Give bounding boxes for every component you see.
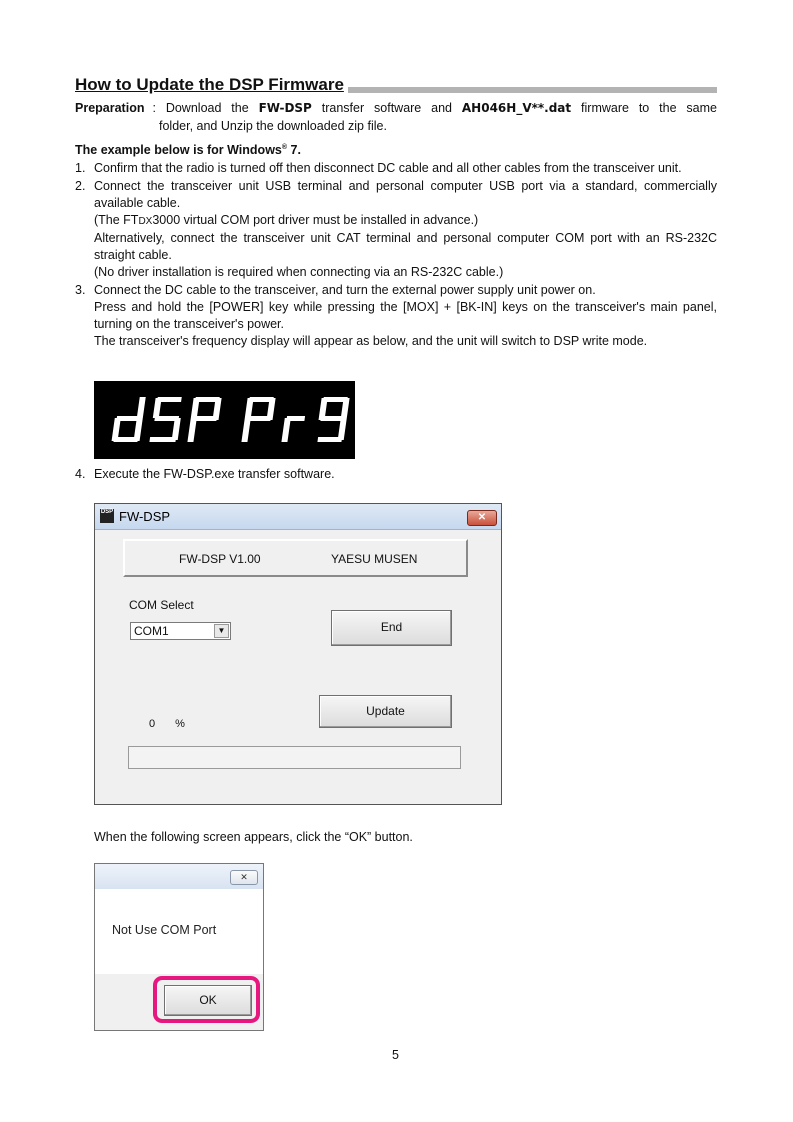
chevron-down-icon[interactable]: ▼ — [214, 624, 229, 638]
step-text — [94, 212, 717, 230]
step-number: 3. — [75, 283, 86, 297]
example-text: The example below is for Windows — [75, 143, 282, 157]
prep-text-b: transfer software and — [311, 101, 462, 115]
step-2 — [75, 178, 717, 281]
preparation-label: Preparation — [75, 101, 145, 115]
version-panel — [123, 539, 468, 577]
firmware-name: AH046H_V**.dat — [461, 101, 572, 115]
step-3 — [75, 282, 717, 350]
step-text: Confirm that the radio is turned off then disconnect DC cable and all other cables from the transceiver unit. — [94, 161, 682, 175]
end-button[interactable]: End — [331, 610, 452, 646]
prep-text-a: : Download the — [152, 101, 259, 115]
com-select-label: COM Select — [129, 598, 194, 612]
step-number: 4. — [75, 467, 86, 481]
example-suffix: 7. — [287, 143, 301, 157]
progress-readout — [149, 718, 185, 730]
model-suffix: 3000 virtual COM port driver must be installed in advance.) — [152, 213, 479, 227]
preparation-line-2: folder, and Unzip the downloaded zip file. — [159, 119, 387, 133]
message-box — [94, 863, 264, 1031]
close-icon[interactable]: ✕ — [467, 510, 497, 526]
version-label: FW-DSP V1.00 — [179, 552, 261, 566]
example-heading — [75, 143, 301, 157]
progress-bar — [128, 746, 461, 769]
preparation-line-1 — [144, 99, 717, 117]
model-dx: DX — [138, 216, 153, 227]
app-icon: DSP — [100, 509, 114, 523]
page-number: 5 — [392, 1048, 399, 1062]
step-text: Connect the transceiver unit USB terminal and personal computer USB port via a standard, commercially available cable. — [94, 179, 717, 210]
step-text: The transceiver's frequency display will appear as below, and the unit will switch to DSP write mode. — [94, 334, 648, 348]
step-text: Alternatively, connect the transceiver unit CAT terminal and personal computer COM port with an RS-232C straight cable. — [94, 231, 717, 262]
vendor-label: YAESU MUSEN — [331, 552, 418, 566]
message-body — [95, 889, 263, 974]
window-titlebar[interactable] — [95, 504, 501, 530]
fwdsp-window — [94, 503, 502, 805]
prep-text-c: firmware to the same — [571, 101, 717, 115]
step-text: (No driver installation is required when connecting via an RS-232C cable.) — [94, 265, 504, 279]
progress-unit: % — [175, 718, 185, 730]
instruction-note: When the following screen appears, click the “OK” button. — [94, 830, 413, 844]
frequency-display — [94, 381, 355, 459]
message-text: Not Use COM Port — [112, 923, 217, 937]
step-text: Execute the FW-DSP.exe transfer software. — [94, 467, 335, 481]
step-number: 1. — [75, 161, 86, 175]
close-icon[interactable]: ✕ — [230, 870, 258, 885]
step-1 — [75, 160, 717, 177]
display-segments — [94, 381, 355, 459]
com-select-value: COM1 — [134, 624, 169, 638]
model-prefix: (The FT — [94, 213, 139, 227]
software-name: FW-DSP — [258, 101, 312, 115]
com-select-dropdown[interactable] — [130, 622, 231, 640]
progress-value: 0 — [149, 718, 156, 730]
steps-list — [75, 160, 717, 351]
step-text: Press and hold the [POWER] key while pressing the [MOX] + [BK-IN] keys on the transceiver's main panel, turning on the transceiver's power. — [94, 300, 717, 331]
step-text: Connect the DC cable to the transceiver, and turn the external power supply unit power on. — [94, 283, 596, 297]
step-4 — [75, 467, 335, 481]
ok-button[interactable]: OK — [164, 985, 252, 1016]
registered-mark: ® — [281, 143, 288, 151]
section-title: How to Update the DSP Firmware — [75, 75, 348, 95]
preparation-block — [75, 99, 717, 135]
update-button[interactable]: Update — [319, 695, 452, 728]
step-number: 2. — [75, 179, 86, 193]
window-title: FW-DSP — [119, 509, 171, 524]
section-heading — [75, 75, 717, 95]
message-titlebar[interactable] — [95, 864, 263, 889]
